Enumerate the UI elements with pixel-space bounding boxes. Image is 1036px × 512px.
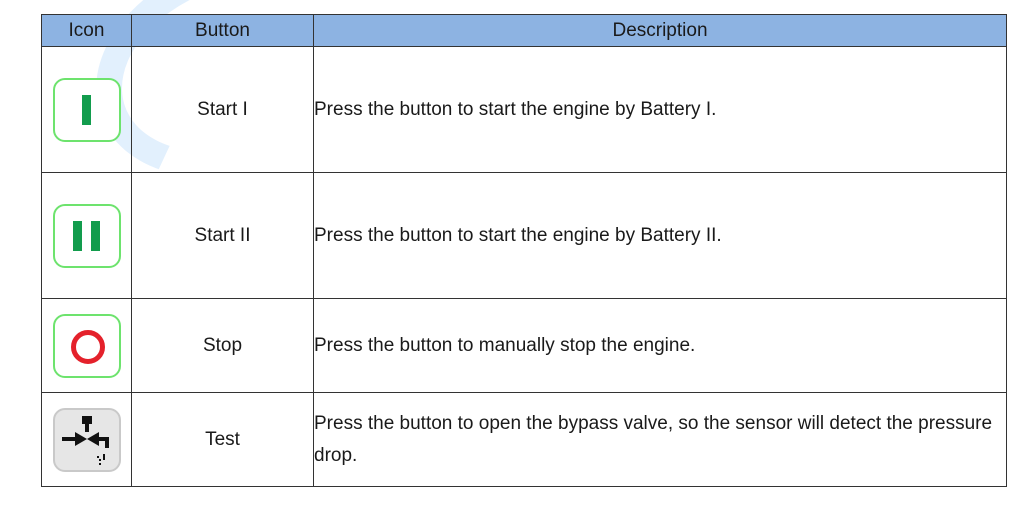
test-valve-icon: [53, 408, 121, 472]
button-name: Test: [132, 393, 314, 487]
button-name: Start I: [132, 47, 314, 173]
table-header-row: [42, 15, 1007, 47]
button-description: Press the button to manually stop the engine.: [314, 299, 1007, 393]
table-row: [42, 393, 1007, 487]
header-description: Description: [314, 15, 1007, 47]
button-description: Press the button to start the engine by Battery I.: [314, 47, 1007, 173]
icon-cell: [42, 173, 132, 299]
button-reference-table: [41, 14, 1007, 487]
button-name: Start II: [132, 173, 314, 299]
table-row: [42, 299, 1007, 393]
start-one-icon: [53, 78, 121, 142]
table-row: [42, 47, 1007, 173]
header-icon: Icon: [42, 15, 132, 47]
table-row: [42, 173, 1007, 299]
icon-cell: [42, 47, 132, 173]
button-description: Press the button to open the bypass valve, so the sensor will detect the pressure drop.: [314, 393, 1007, 487]
icon-cell: [42, 393, 132, 487]
button-name: Stop: [132, 299, 314, 393]
header-button: Button: [132, 15, 314, 47]
start-two-icon: [53, 204, 121, 268]
button-description: Press the button to start the engine by Battery II.: [314, 173, 1007, 299]
stop-icon: [53, 314, 121, 378]
icon-cell: [42, 299, 132, 393]
